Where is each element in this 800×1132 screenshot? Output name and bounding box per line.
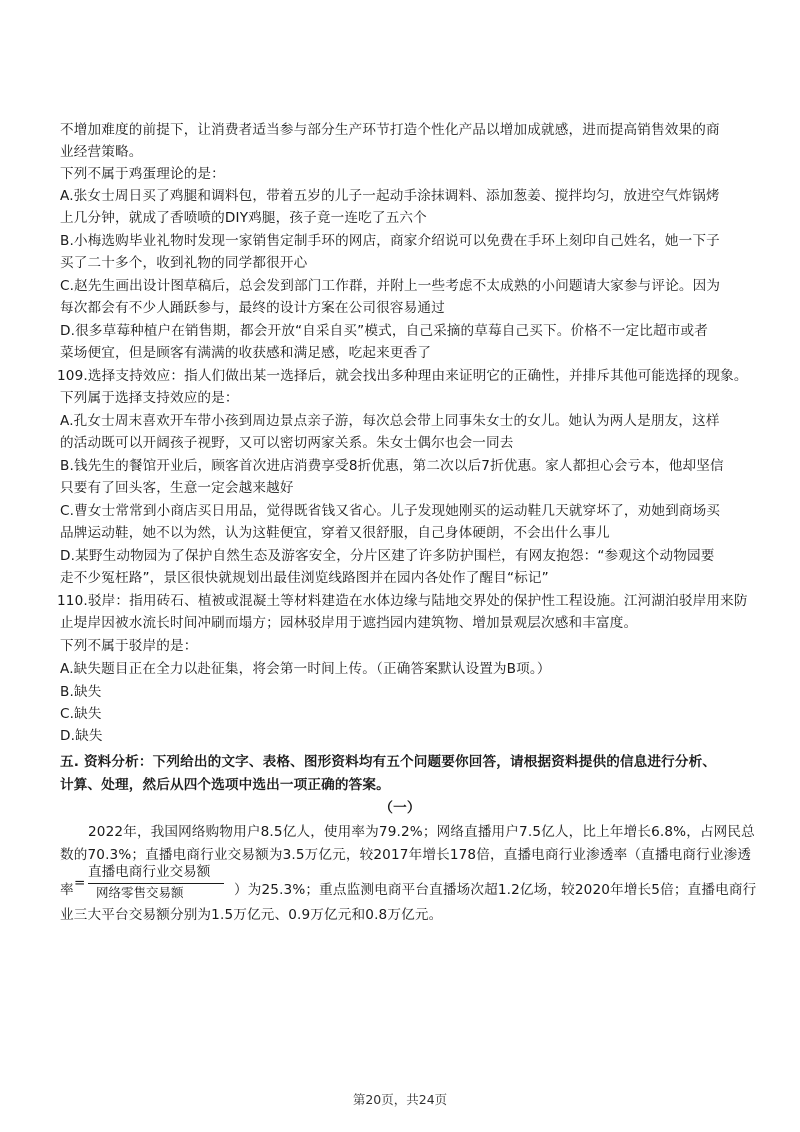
question-prompt: 下列不属于鸡蛋理论的是： <box>60 166 225 182</box>
text-line: 品牌运动鞋，她不以为然，认为这鞋便宜，穿着又很舒服，自己身体硬朗，不会出什么事儿 <box>60 525 610 541</box>
section-heading: 五. 资料分析：下列给出的文字、表格、图形资料均有五个问题要你回答，请根据资料提供的信息进行分析、 <box>60 754 717 770</box>
page-number: 第20页，共24页 <box>352 1092 448 1107</box>
option-b: B.小梅选购毕业礼物时发现一家销售定制手环的网店，商家介绍说可以免费在手环上刻印自己姓名，她一下子 <box>60 233 720 249</box>
text-line: 只要有了回头客，生意一定会越来越好 <box>60 480 294 496</box>
formula-fraction <box>74 862 234 902</box>
option-a: A.缺失题目正在全力以赴征集，将会第一时间上传。（正确答案默认设置为B项。） <box>60 661 551 677</box>
text-line: 2022年，我国网络购物用户8.5亿人，使用率为79.2%；网络直播用户7.5亿人，比上年增长6.8%，占网民总 <box>88 824 755 840</box>
option-c: C.赵先生画出设计图草稿后，总会发到部门工作群，并附上一些考虑不太成熟的小问题请大家参与评论。因为 <box>60 278 721 294</box>
option-a: A.孔女士周末喜欢开车带小孩到周边景点亲子游，每次总会带上同事朱女士的女儿。她认为两人是朋友，这样 <box>60 413 720 429</box>
question-prompt: 下列属于选择支持效应的是： <box>60 390 239 406</box>
option-b: B.缺失 <box>60 684 102 700</box>
text-line: ）为25.3%；重点监测电商平台直播场次超1.2亿场，较2020年增长5倍；直播电商行 <box>234 882 757 898</box>
option-d: D.某野生动物园为了保护自然生态及游客安全，分片区建了许多防护围栏，有网友抱怨：“参观这个动物园要 <box>60 548 715 564</box>
option-c: C.缺失 <box>60 706 102 722</box>
fraction-numerator: 直播电商行业交易额 <box>88 864 211 880</box>
text-line: 止堤岸因被水流长时间冲刷而塌方；园林驳岸用于遮挡园内建筑物、增加景观层次感和丰富度。 <box>60 615 638 631</box>
question-109: 109.选择支持效应：指人们做出某一选择后，就会找出多种理由来证明它的正确性，并排斥其他可能选择的现象。 <box>57 368 748 384</box>
text-line: 数的70.3%；直播电商行业交易额为3.5万亿元，较2017年增长178倍，直播电商行业渗透率（直播电商行业渗透 <box>60 847 752 863</box>
text-line: 率 <box>60 882 74 898</box>
section-heading: 计算、处理，然后从四个选项中选出一项正确的答案。 <box>60 777 390 793</box>
text-line: 上几分钟，就成了香喷喷的DIY鸡腿，孩子竟一连吃了五六个 <box>60 210 427 226</box>
fraction-denominator: 网络零售交易额 <box>96 885 184 900</box>
option-c: C.曹女士常常到小商店买日用品，觉得既省钱又省心。儿子发现她刚买的运动鞋几天就穿坏了，劝她到商场买 <box>60 503 721 519</box>
option-d: D.缺失 <box>60 728 103 744</box>
text-line: 买了二十多个，收到礼物的同学都很开心 <box>60 255 308 271</box>
option-b: B.钱先生的餐馆开业后，顾客首次进店消费享受8折优惠，第二次以后7折优惠。家人都担心会亏本，他却坚信 <box>60 458 724 474</box>
question-prompt: 下列不属于驳岸的是： <box>60 638 198 654</box>
text-line: 走不少冤枉路”，景区很快就规划出最佳浏览线路图并在园内各处作了醒目“标记” <box>60 570 549 586</box>
text-line: 不增加难度的前提下，让消费者适当参与部分生产环节打造个性化产品以增加成就感，进而提高销售效果的商 <box>60 122 720 138</box>
question-110: 110.驳岸：指用砖石、植被或混凝土等材料建造在水体边缘与陆地交界处的保护性工程设施。江河湖泊驳岸用来防 <box>57 593 748 609</box>
text-line: 业三大平台交易额分别为1.5万亿元、0.9万亿元和0.8万亿元。 <box>60 907 443 923</box>
text-line: 的活动既可以开阔孩子视野，又可以密切两家关系。朱女士偶尔也会一同去 <box>60 435 514 451</box>
text-line: 菜场便宜，但是顾客有满满的收获感和满足感，吃起来更香了 <box>60 345 432 361</box>
text-line: 每次都会有不少人踊跃参与，最终的设计方案在公司很容易通过 <box>60 300 445 316</box>
subsection-title: （一） <box>379 800 421 816</box>
option-a: A.张女士周日买了鸡腿和调料包，带着五岁的儿子一起动手涂抹调料、添加葱姜、搅拌均匀，放进空气炸锅烤 <box>60 188 720 204</box>
option-d: D.很多草莓种植户在销售期，都会开放“自采自买”模式，自己采摘的草莓自己买下。价格不一定比超市或者 <box>60 323 708 339</box>
text-line: 业经营策略。 <box>60 144 143 160</box>
equals-sign: = <box>74 875 86 891</box>
